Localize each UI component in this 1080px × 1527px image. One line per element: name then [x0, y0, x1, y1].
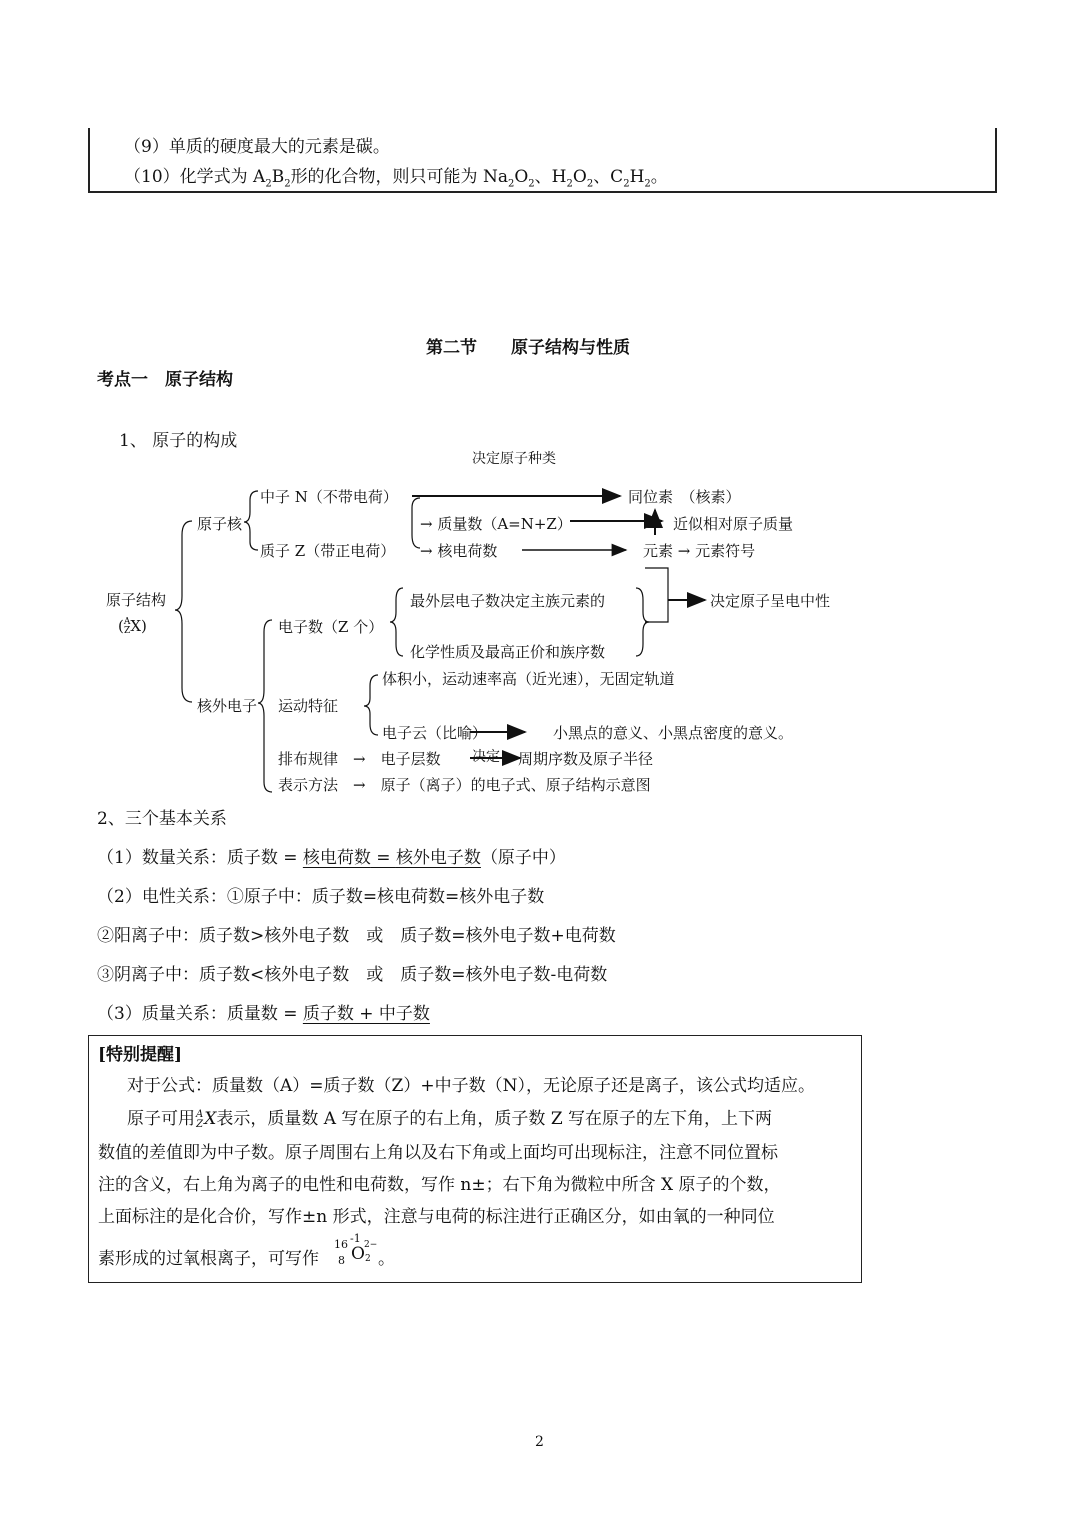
period-label: 周期序数及原子半径 [518, 750, 654, 768]
reminder-p2: 原子可用A ZX表示，质量数 A 写在原子的右上角，质子数 Z 写在原子的左下角，上下两 [127, 1108, 773, 1130]
outer-layer-label: 最外层电子数决定主族元素的 [410, 592, 606, 610]
decide-kind: 决定原子种类 [472, 451, 556, 467]
reminder-p6: 素形成的过氧根离子，可写作 [98, 1249, 319, 1269]
brace-outer-open [390, 588, 403, 656]
motion-label: 运动特征 [278, 697, 339, 715]
element-label: 元素 → 元素符号 [643, 542, 756, 560]
reminder-p3: 数值的差值即为中子数。原子周围右上角以及右下角或上面均可出现标注，注意不同位置标 [98, 1143, 778, 1163]
represent-label: 表示方法 → 原子（离子）的电子式、原子结构示意图 [278, 776, 651, 794]
brace-nucleus [244, 491, 258, 550]
relation-charge: （2）电性关系：①原子中：质子数=核电荷数=核外电子数 [97, 887, 545, 907]
motion-a-label: 体积小，运动速率高（近光速），无固定轨道 [382, 670, 675, 688]
relation-anion: ③阴离子中：质子数<核外电子数 或 质子数=核外电子数-电荷数 [97, 965, 608, 985]
motion-b-label: 电子云（比喻） [382, 724, 488, 742]
brace-motion [364, 675, 378, 735]
atom-structure-label: 原子结构 [106, 591, 167, 609]
brace-extranuclear [258, 620, 272, 792]
nucleus-label: 原子核 [197, 515, 243, 533]
brace-mass-charge [412, 498, 420, 548]
extranuclear-label: 核外电子 [197, 697, 258, 715]
item-10: （10）化学式为 $A_2B_2$形的化合物，则只可能为 $Na_2O_2$、$H_2O_2$、$C_2H_2$。 [124, 167, 668, 190]
relation-cation: ②阳离子中：质子数>核外电子数 或 质子数=核外电子数+电荷数 [97, 926, 616, 946]
atom-notation: (A ZX) [118, 617, 147, 636]
peroxide-notation: 16 8 -1 O 2− 2 。 [334, 1232, 395, 1269]
mass-number-label: → 质量数（A=N+Z） [420, 515, 572, 533]
decide-small: 决定 [472, 749, 500, 765]
isotope-label: 同位素 （核素） [628, 488, 741, 506]
reminder-title: [特别提醒] [98, 1045, 183, 1065]
reminder-p1: 对于公式：质量数（A）=质子数（Z）+中子数（N），无论原子还是离子，该公式均适应。 [127, 1076, 815, 1096]
relation-quantity: （1）数量关系：质子数 = 核电荷数 = 核外电子数（原子中） [97, 848, 566, 868]
page-number: 2 [535, 1434, 544, 1450]
nuclear-charge-label: → 核电荷数 [420, 542, 498, 560]
sub1-title: 1、 原子的构成 [119, 431, 238, 451]
arrange-label: 排布规律 → 电子层数 [278, 750, 441, 768]
neutron-label: 中子 N（不带电荷） [260, 488, 398, 506]
sub2-title: 2、三个基本关系 [97, 809, 227, 829]
motion-b2-label: 小黑点的意义、小黑点密度的意义。 [553, 724, 794, 742]
item-9: （9）单质的硬度最大的元素是碳。 [124, 137, 390, 157]
neutral-label: 决定原子呈电中性 [710, 592, 831, 610]
relation-mass: （3）质量关系：质量数 = 质子数 + 中子数 [97, 1004, 430, 1024]
neutral-connector [645, 568, 700, 622]
reminder-p4: 注的含义，右上角为离子的电性和电荷数，写作 n±；右下角为微粒中所含 X 原子的个数， [98, 1175, 781, 1195]
section-title: 第二节 原子结构与性质 [426, 338, 630, 358]
reminder-p5: 上面标注的是化合价，写作±n 形式，注意与电荷的标注进行正确区分，如由氧的一种同位 [98, 1207, 775, 1227]
point-title: 考点一 原子结构 [97, 370, 233, 390]
chem-property-label: 化学性质及最高正价和族序数 [410, 643, 606, 661]
proton-label: 质子 Z（带正电荷） [260, 542, 396, 560]
brace-atom-structure [175, 521, 192, 702]
approx-mass-label: 近似相对原子质量 [673, 515, 794, 533]
electron-count-label: 电子数（Z 个） [278, 618, 384, 636]
